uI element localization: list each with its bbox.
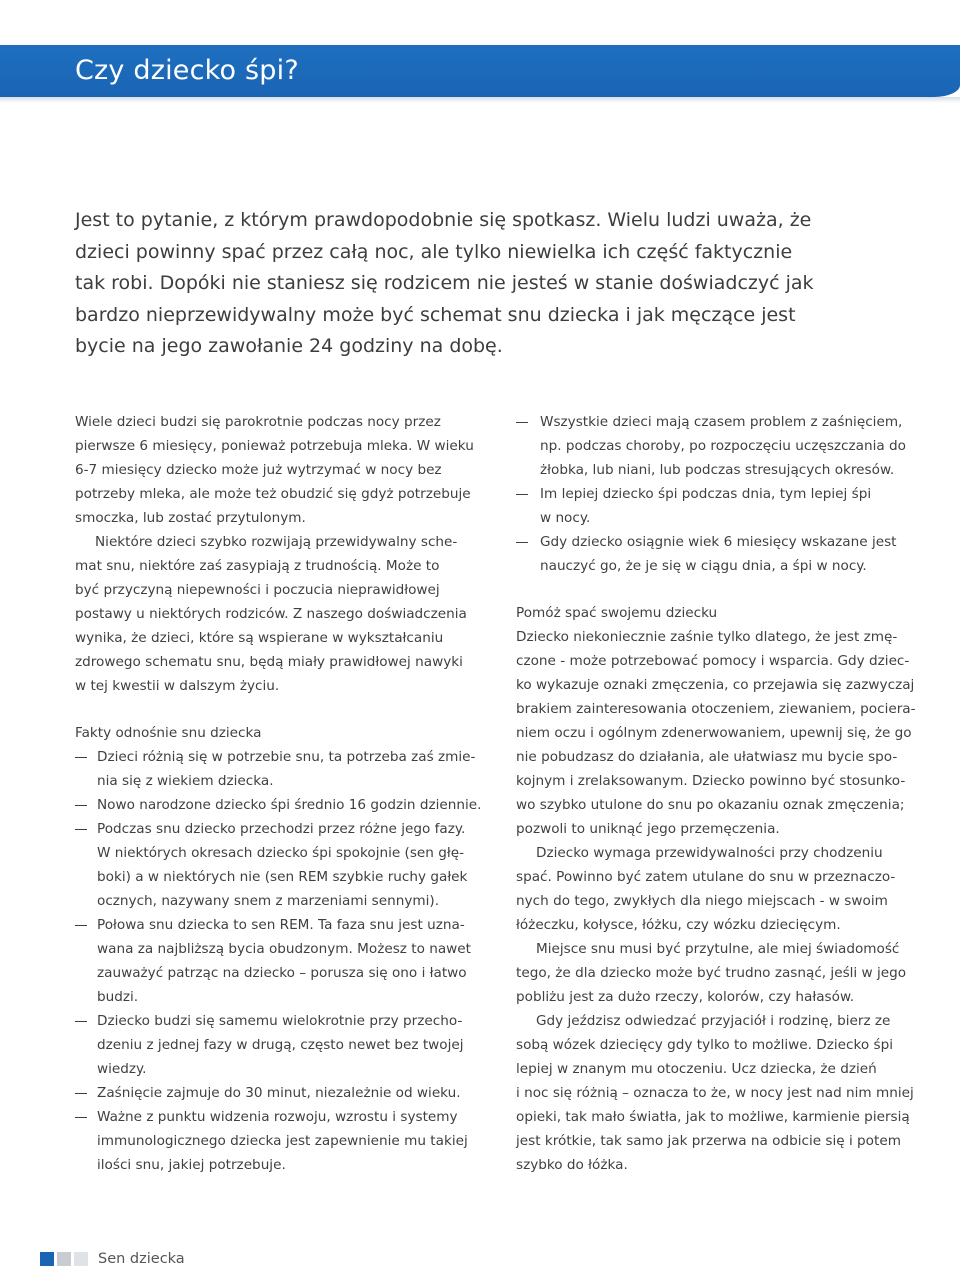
- spacer: [516, 578, 928, 601]
- intro-line: Jest to pytanie, z którym prawdopodobnie się spotkasz. Wielu ludzi uważa, że: [75, 209, 812, 231]
- footer-square-icon: [57, 1252, 71, 1266]
- help-heading: Pomóż spać swojemu dziecku: [516, 605, 718, 621]
- text-line: spać. Powinno być zatem utulane do snu w przeznaczo-: [516, 869, 896, 885]
- text-line: pozwoli to uniknąć jego przemęczenia.: [516, 821, 780, 837]
- list-item: [75, 1081, 483, 1105]
- text-line: Niektóre dzieci szybko rozwijają przewidywalny sche-: [95, 534, 458, 550]
- text-line: kojnym i zrelaksowanym. Dziecko powinno być stosunko-: [516, 773, 906, 789]
- right-column: [516, 410, 928, 1177]
- spacer: [75, 698, 483, 721]
- left-column: [75, 410, 483, 1177]
- text-line: potrzeby mleka, ale może też obudzić się gdyż potrzebuje: [75, 486, 471, 502]
- list-item: [516, 530, 928, 578]
- right-paragraph-2: [516, 841, 928, 937]
- right-bullet-list: [516, 410, 928, 578]
- facts-heading: Fakty odnośnie snu dziecka: [75, 725, 262, 741]
- list-item: [75, 817, 483, 913]
- header-shadow: [0, 97, 960, 103]
- text-line: opieki, tak mało światła, jak to możliwe, karmienie piersią: [516, 1109, 910, 1125]
- text-line: Dziecko wymaga przewidywalności przy chodzeniu: [536, 845, 883, 861]
- text-line: łóżeczku, kołysce, łóżku, czy wózku dziecięcym.: [516, 917, 841, 933]
- text-line: niem oczu i ogólnym zdenerwowaniem, upewnij się, że go: [516, 725, 912, 741]
- intro-line: bycie na jego zawołanie 24 godziny na dobę.: [75, 335, 503, 357]
- text-line: Połowa snu dziecka to sen REM. Ta faza snu jest uzna-: [97, 917, 465, 933]
- text-line: W niektórych okresach dziecko śpi spokojnie (sen głę-: [97, 845, 464, 861]
- text-line: np. podczas choroby, po rozpoczęciu uczęszczania do: [540, 438, 906, 454]
- text-line: w nocy.: [540, 510, 591, 526]
- right-paragraph-3: [516, 937, 928, 1009]
- text-line: i noc się różnią – oznacza to że, w nocy jest nad nim mniej: [516, 1085, 914, 1101]
- text-line: dzeniu z jednej fazy w drugą, często newet bez twojej: [97, 1037, 464, 1053]
- text-line: Dziecko budzi się samemu wielokrotnie przy przecho-: [97, 1013, 463, 1029]
- left-paragraph-2: [75, 530, 483, 698]
- footer-square-icon: [40, 1252, 54, 1266]
- text-line: brakiem zainteresowania otoczeniem, ziewaniem, pociera-: [516, 701, 916, 717]
- list-item: [516, 410, 928, 482]
- text-line: szybko do łóżka.: [516, 1157, 628, 1173]
- text-line: wo szybko utulone do snu po okazaniu oznak zmęczenia;: [516, 797, 905, 813]
- text-line: pierwsze 6 miesięcy, ponieważ potrzebuja mleka. W wieku: [75, 438, 474, 454]
- text-line: Podczas snu dziecko przechodzi przez różne jego fazy.: [97, 821, 466, 837]
- text-line: Wiele dzieci budzi się parokrotnie podczas nocy przez: [75, 414, 441, 430]
- text-line: pobliżu jest za dużo rzeczy, kolorów, czy hałasów.: [516, 989, 855, 1005]
- list-item: [75, 1105, 483, 1177]
- intro-line: bardzo nieprzewidywalny może być schemat snu dziecka i jak męczące jest: [75, 303, 796, 326]
- intro-line: tak robi. Dopóki nie staniesz się rodzicem nie jesteś w stanie doświadczyć jak: [75, 272, 814, 294]
- text-line: Im lepiej dziecko śpi podczas dnia, tym lepiej śpi: [540, 486, 872, 502]
- text-line: ko wykazuje oznaki zmęczenia, co przejawia się zazwyczaj: [516, 677, 915, 693]
- text-line: Miejsce snu musi być przytulne, ale miej świadomość: [536, 941, 900, 957]
- footer-square-icon: [74, 1252, 88, 1266]
- text-line: ilości snu, jakiej potrzebuje.: [97, 1157, 286, 1173]
- text-line: Dziecko niekoniecznie zaśnie tylko dlatego, że jest zmę-: [516, 629, 898, 645]
- text-line: wynika, że dzieci, które są wspierane w wykształcaniu: [75, 630, 444, 646]
- text-line: boki) a w niektórych nie (sen REM szybkie ruchy gałek: [97, 869, 468, 885]
- text-line: zdrowego schematu snu, będą miały prawidłowej nawyki: [75, 654, 463, 670]
- text-line: nia się z wiekiem dziecka.: [97, 773, 274, 789]
- text-line: Ważne z punktu widzenia rozwoju, wzrostu i systemy: [97, 1109, 458, 1125]
- text-line: 6-7 miesięcy dziecko może już wytrzymać w nocy bez: [75, 462, 442, 478]
- text-line: smoczka, lub zostać przytulonym.: [75, 510, 306, 526]
- text-line: wiedzy.: [97, 1061, 147, 1077]
- list-item: [75, 793, 483, 817]
- text-line: być przyczyną niepewności i poczucia nieprawidłowej: [75, 582, 440, 598]
- text-line: Gdy jeździsz odwiedzać przyjaciół i rodzinę, bierz ze: [536, 1013, 891, 1029]
- footer-label: Sen dziecka: [98, 1251, 185, 1267]
- page-title: Czy dziecko śpi?: [75, 55, 299, 86]
- text-line: Gdy dziecko osiągnie wiek 6 miesięcy wskazane jest: [540, 534, 897, 550]
- right-paragraph-4: [516, 1009, 928, 1177]
- text-line: nie pobudzasz do działania, ale ułatwiasz mu bycie spo-: [516, 749, 898, 765]
- left-paragraph-1: [75, 410, 483, 530]
- text-line: Zaśnięcie zajmuje do 30 minut, niezależnie od wieku.: [97, 1085, 461, 1101]
- header-bar: [0, 45, 960, 97]
- text-line: zauważyć patrząc na dziecko – porusza się ono i łatwo: [97, 965, 467, 981]
- facts-list: [75, 745, 483, 1177]
- text-line: lepiej w znanym mu otoczeniu. Ucz dziecka, że dzień: [516, 1061, 877, 1077]
- right-paragraph-1: [516, 625, 928, 841]
- text-line: wana za najbliższą bycia obudzonym. Możesz to nawet: [97, 941, 471, 957]
- list-item: [516, 482, 928, 530]
- text-line: mat snu, niektóre zaś zasypiają z trudnością. Może to: [75, 558, 440, 574]
- text-line: sobą wózek dziecięcy gdy tylko to możliwe. Dziecko śpi: [516, 1037, 894, 1053]
- text-line: w tej kwestii w dalszym życiu.: [75, 678, 280, 694]
- text-line: budzi.: [97, 989, 139, 1005]
- text-line: nauczyć go, że je się w ciągu dnia, a śpi w nocy.: [540, 558, 867, 574]
- text-line: Dzieci różnią się w potrzebie snu, ta potrzeba zaś zmie-: [97, 749, 476, 765]
- text-line: immunologicznego dziecka jest zapewnienie mu takiej: [97, 1133, 468, 1149]
- list-item: [75, 745, 483, 793]
- text-line: nych do tego, zwykłych dla niego miejscach - w swoim: [516, 893, 888, 909]
- text-line: Nowo narodzone dziecko śpi średnio 16 godzin dziennie.: [97, 797, 482, 813]
- text-line: tego, że dla dziecko może być trudno zasnąć, jeśli w jego: [516, 965, 907, 981]
- text-line: żłobka, lub niani, lub podczas stresujących okresów.: [540, 462, 895, 478]
- list-item: [75, 1009, 483, 1081]
- text-line: jest krótkie, tak samo jak przerwa na odbicie się i potem: [516, 1133, 901, 1149]
- text-line: czone - może potrzebować pomocy i wsparcia. Gdy dziec-: [516, 653, 910, 669]
- intro-line: dzieci powinny spać przez całą noc, ale tylko niewielka ich część faktycznie: [75, 240, 793, 263]
- text-line: postawy u niektórych rodziców. Z naszego doświadczenia: [75, 606, 467, 622]
- list-item: [75, 913, 483, 1009]
- intro-paragraph: [75, 205, 814, 363]
- text-line: Wszystkie dzieci mają czasem problem z zaśnięciem,: [540, 414, 903, 430]
- text-line: ocznych, nazywany snem z marzeniami sennymi).: [97, 893, 440, 909]
